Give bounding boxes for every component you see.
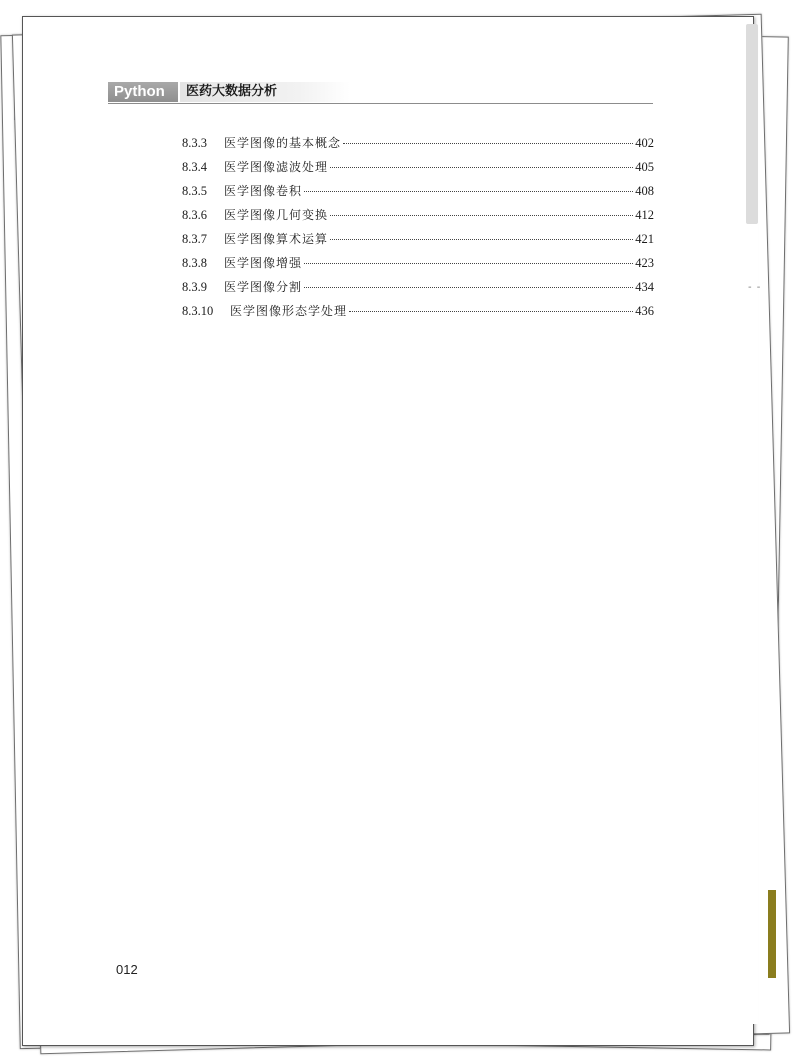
toc-row[interactable]: [182, 134, 654, 158]
table-of-contents: [182, 134, 654, 326]
toc-row[interactable]: [182, 278, 654, 302]
dot-leader: [330, 239, 633, 240]
dot-leader: [304, 287, 633, 288]
toc-title: 医学图像算术运算: [224, 232, 329, 246]
toc-page-number: 405: [635, 160, 654, 174]
header-tab-label: Python: [108, 82, 178, 102]
toc-title: 医学图像卷积: [224, 184, 303, 198]
toc-number: 8.3.4: [182, 160, 207, 174]
toc-title: 医学图像滤波处理: [224, 160, 329, 174]
toc-row[interactable]: [182, 158, 654, 182]
dot-leader: [330, 167, 633, 168]
toc-page-number: 436: [635, 304, 654, 318]
toc-number: 8.3.10: [182, 304, 214, 318]
header-subtitle: 医药大数据分析: [180, 82, 350, 102]
toc-page-number: 423: [635, 256, 654, 270]
toc-title: 医学图像的基本概念: [224, 136, 342, 150]
toc-number: 8.3.3: [182, 136, 207, 150]
toc-title: 医学图像形态学处理: [230, 304, 348, 318]
toc-page-number: 408: [635, 184, 654, 198]
running-header: [108, 82, 653, 104]
toc-page-number: 434: [635, 280, 654, 294]
toc-row[interactable]: [182, 302, 654, 326]
header-rule: [108, 103, 653, 104]
dot-leader: [330, 215, 633, 216]
dot-leader: [304, 263, 633, 264]
toc-number: 8.3.6: [182, 208, 207, 222]
toc-title: 医学图像分割: [224, 280, 303, 294]
dot-leader: [304, 191, 633, 192]
toc-page-number: 402: [635, 136, 654, 150]
cover-edge-olive: [768, 890, 776, 978]
toc-row[interactable]: [182, 206, 654, 230]
toc-page-number: 412: [635, 208, 654, 222]
toc-title: 医学图像增强: [224, 256, 303, 270]
toc-row[interactable]: [182, 230, 654, 254]
toc-row[interactable]: [182, 182, 654, 206]
page-number: 012: [116, 962, 138, 977]
dot-leader: [349, 311, 633, 312]
toc-number: 8.3.7: [182, 232, 207, 246]
toc-number: 8.3.8: [182, 256, 207, 270]
toc-number: 8.3.5: [182, 184, 207, 198]
toc-row[interactable]: [182, 254, 654, 278]
toc-title: 医学图像几何变换: [224, 208, 329, 222]
side-mark: - -: [748, 282, 762, 293]
toc-number: 8.3.9: [182, 280, 207, 294]
toc-page-number: 421: [635, 232, 654, 246]
scrollbar-thumb[interactable]: [746, 24, 758, 224]
dot-leader: [343, 143, 633, 144]
